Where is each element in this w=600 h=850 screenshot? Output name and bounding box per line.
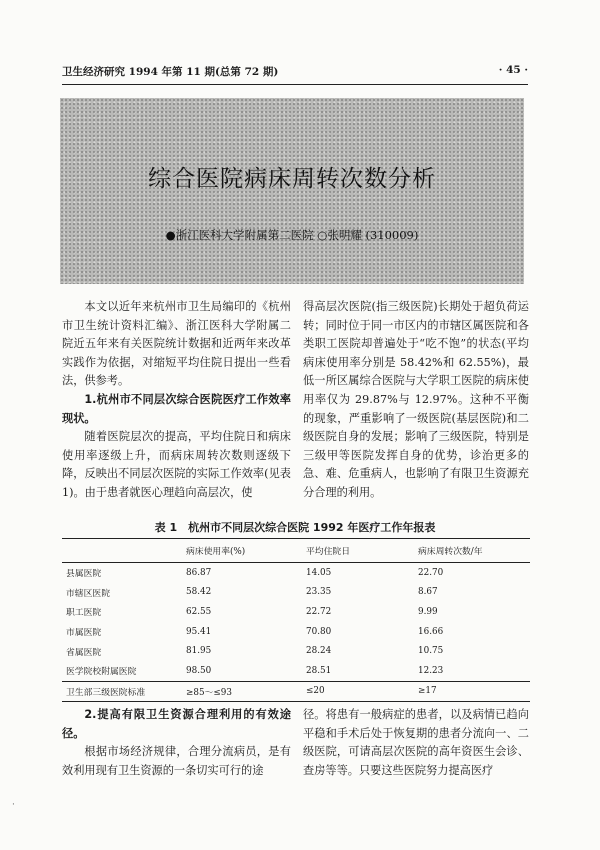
table-row — [62, 563, 530, 583]
table-cell: 职工医院 — [66, 608, 102, 619]
table-cell: 12.23 — [418, 665, 444, 676]
table-cell: 86.87 — [186, 567, 212, 578]
table-header-row — [62, 539, 530, 563]
table-cell: 8.67 — [418, 587, 438, 598]
margin-mark: · — [12, 800, 15, 810]
left-column — [62, 298, 291, 503]
table-cell: 市属医院 — [66, 628, 102, 639]
table-cell: 81.95 — [186, 646, 212, 657]
table-header — [62, 539, 186, 563]
right-column-text: 得高层次医院(指三级医院)长期处于超负荷运转；同时位于同一市区内的市辖区属医院和各类职工医院却普遍处于“吃不饱”的状态(平均病床使用率分别是 58.42%和 62.55%)，最低一所区属综合医院与大学职工医院的病床使用率仅为 29.87%与 12.97%。这种不平衡的现象，严重影响了一级医院(基层医院)和二级医院自身的发展；影响了三级医院，特别是三级甲等医院发挥自身的优势，诊治更多的急、难、危重病人，也影响了有限卫生资源充分合理的利用。 — [303, 300, 529, 499]
table-standard-row — [62, 681, 530, 702]
table-cell: 22.70 — [418, 567, 444, 578]
table-cell: 22.72 — [306, 606, 332, 617]
table-header: 病床周转次数/年 — [412, 539, 530, 563]
section-2-heading: 2.提高有限卫生资源合理利用的有效途径。 — [62, 708, 291, 740]
article-title: 综合医院病床周转次数分析 — [148, 166, 436, 192]
table-cell: ≥85～≤93 — [186, 681, 306, 702]
table-cell: 县属医院 — [66, 569, 102, 580]
table-cell: 省属医院 — [66, 647, 102, 658]
running-header — [62, 64, 528, 82]
author-line: ●浙江医科大学附属第二医院 ○张明耀 (310009) — [165, 228, 419, 242]
bottom-right-text: 径。将患有一般病症的患者，以及病情已趋向平稳和手术后处于恢复期的患者分流向一、二级医院，可请高层次医院的高年资医生会诊、查房等等。只要这些医院努力提高医疗 — [303, 708, 529, 777]
section-2-body: 根据市场经济规律，合理分流病员，是有效利用现有卫生资源的一条切实可行的途 — [62, 745, 291, 777]
header-rule — [62, 84, 528, 85]
table-cell: 95.41 — [186, 626, 212, 637]
right-column — [303, 298, 529, 503]
table-cell: ≥17 — [412, 681, 530, 702]
table-header: 平均住院日 — [306, 539, 412, 563]
journal-issue: 卫生经济研究 1994 年第 11 期(总第 72 期) — [62, 66, 279, 78]
table-cell: 16.66 — [418, 626, 444, 637]
table-row — [62, 622, 530, 642]
table-cell: 14.05 — [306, 567, 332, 578]
table-row — [62, 602, 530, 622]
table-cell: 10.75 — [418, 646, 444, 657]
table-row — [62, 583, 530, 603]
table-cell: 98.50 — [186, 665, 212, 676]
section-1-body: 随着医院层次的提高，平均住院日和病床使用率逐级上升，而病床周转次数则逐级下降，反映出不同层次医院的实际工作效率(见表 1)。由于患者就医心理趋向高层次，使 — [62, 430, 291, 499]
page-number: · 45 · — [498, 64, 528, 76]
table-cell: ≤20 — [306, 681, 412, 702]
table-caption: 表 1 杭州市不同层次综合医院 1992 年医疗工作年报表 — [154, 521, 436, 534]
table-cell: 28.24 — [306, 646, 332, 657]
bottom-left-column — [62, 706, 291, 780]
table-cell: 70.80 — [306, 626, 332, 637]
section-1-heading: 1.杭州市不同层次综合医院医疗工作效率现状。 — [62, 392, 291, 425]
table-header: 病床使用率(%) — [186, 539, 306, 563]
intro-paragraph: 本文以近年来杭州市卫生局编印的《杭州市卫生统计资料汇编》、浙江医科大学附属二院近五年来有关医院统计数据和近两年来改革实践作为依据，对缩短平均住院日提出一些看法，供参考。 — [62, 300, 291, 388]
table-cell: 23.35 — [306, 587, 332, 598]
table-row — [62, 641, 530, 661]
table-row — [62, 661, 530, 681]
data-table — [62, 538, 530, 702]
table-cell: 58.42 — [186, 587, 212, 598]
table-cell: 9.99 — [418, 606, 438, 617]
table-cell: 62.55 — [186, 606, 212, 617]
table-cell: 市辖区医院 — [66, 588, 110, 599]
table-cell: 卫生部三级医院标准 — [62, 681, 186, 702]
bottom-right-column — [303, 706, 529, 780]
table-cell: 28.51 — [306, 665, 332, 676]
table-cell: 医学院校附属医院 — [66, 667, 137, 678]
